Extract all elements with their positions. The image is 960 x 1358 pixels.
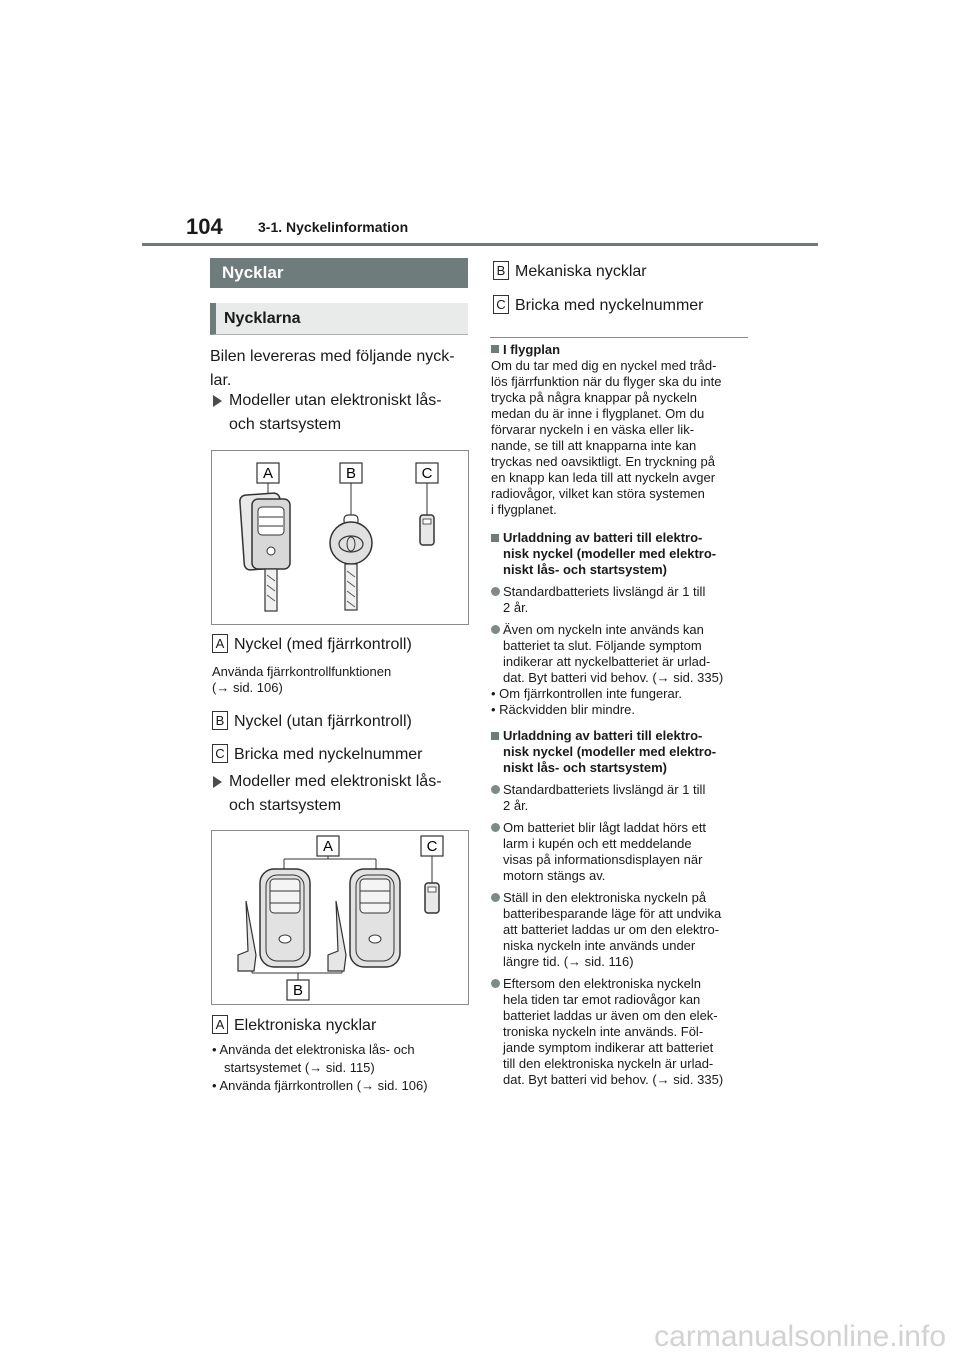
figure-smart-keys [211, 830, 469, 1005]
battery-2-saving-mode: Ställ in den elektroniska nyckeln på batteribesparande läge för att undvika att batteriet laddas ur om den elektro- niska nyckeln inte används under längre tid. (→ sid. 116) [491, 890, 753, 970]
triangle-bullet-icon [213, 776, 222, 788]
svg-text:B: B [345, 465, 357, 482]
label-a-badge: A [212, 634, 228, 653]
caption-a-key-remote: A Nyckel (med fjärrkontroll) [212, 634, 412, 655]
svg-text:C: C [421, 465, 433, 482]
battery-1-title: Urladdning av batteri till elektro- nisk nyckel (modeller med elektro- niskt lås- och startsystem) [491, 530, 753, 578]
fig2-label-c [421, 836, 443, 856]
circle-bullet-icon [491, 893, 500, 902]
battery-2-life: Standardbatteriets livslängd är 1 till 2 år. [491, 782, 753, 814]
section-airplane: I flygplan Om du tar med dig en nyckel med tråd- lös fjärrfunktion när du flyger ska du inte trycka på några knappar på nyckeln medan du är inne i flygplanet. Om du förvarar nyckeln i en väska eller lik- nande, se till att knapparna inte kan tryckas ned oavsiktligt. En tryckning på en knapp kan leda till att nyckeln avger radiovågor, vilket kan störa systemen i flygplanet. [491, 342, 753, 518]
battery-2-alarm: Om batteriet blir lågt laddat hörs ett larm i kupén och ett meddelande visas på informationsdisplayen när motorn stängs av. [491, 820, 753, 884]
label-c-badge: C [493, 295, 509, 314]
figure-keys-without-smart [211, 450, 469, 625]
bullet-models-without: Modeller utan elektroniskt lås- och startsystem [213, 389, 463, 437]
subheading-nycklarna: Nycklarna [210, 303, 468, 335]
battery-2-title: Urladdning av batteri till elektro- nisk nyckel (modeller med elektro- niskt lås- och startsystem) [491, 728, 753, 776]
intro-text: Bilen levereras med följande nyck- lar. [210, 348, 455, 389]
keys-illustration [212, 451, 468, 624]
svg-text:C: C [426, 838, 438, 855]
fig2-label-b [287, 980, 309, 1000]
square-bullet-icon [491, 534, 499, 542]
airplane-title: I flygplan [491, 342, 753, 358]
circle-bullet-icon [491, 823, 500, 832]
svg-text:A: A [262, 465, 274, 482]
section-title: 3-1. Nyckelinformation [258, 219, 409, 235]
label-b-badge: B [212, 711, 228, 730]
divider [490, 337, 748, 338]
battery-2-radio-waves: Eftersom den elektroniska nyckeln hela tiden tar emot radiovågor kan batteriet laddas ur även om den elek- troniska nyckeln inte används. Föl- jande symptom indikerar att batteriet till den elektroniska nyckeln är urlad- dat. Byt batteri vid behov. (→ sid. 335) [491, 976, 753, 1088]
circle-bullet-icon [491, 625, 500, 634]
caption-b-key-no-remote: B Nyckel (utan fjärrkontroll) [212, 711, 412, 732]
square-bullet-icon [491, 732, 499, 740]
circle-bullet-icon [491, 587, 500, 596]
battery-1-life: Standardbatteriets livslängd är 1 till 2 år. [491, 584, 753, 616]
bullet-models-with: Modeller med elektroniskt lås- och startsystem [213, 770, 463, 818]
note-remote-function: Använda fjärrkontrollfunktionen (→ sid. 106) [212, 664, 392, 695]
svg-text:A: A [322, 838, 334, 855]
caption-a-smart-keys: A Elektroniska nycklar [212, 1015, 376, 1036]
fig1-label-a [257, 463, 279, 483]
flip-key-illustration [239, 493, 290, 611]
header-rule [142, 243, 818, 246]
fig1-label-b [340, 463, 362, 483]
caption-c-number-tag-2: C Bricka med nyckelnummer [493, 295, 704, 316]
fig1-label-c [416, 463, 438, 483]
circle-bullet-icon [491, 785, 500, 794]
battery-1-symptoms: Även om nyckeln inte används kan batteriet ta slut. Följande symptom indikerar att nyckelbatteriet är urlad- dat. Byt batteri vid behov. (→ sid. 335) [491, 622, 753, 686]
heading-nycklar: Nycklar [210, 258, 468, 288]
page-number: 104 [186, 214, 223, 239]
section-battery-1: Urladdning av batteri till elektro- nisk nyckel (modeller med elektro- niskt lås- och startsystem) Standardbatteriets livslängd är 1 till 2 år. Även om nyckeln inte används kan batteriet ta slut. Följande symptom indikerar att nyckelbatteriet är urlad- dat. Byt batteri vid behov. (→ sid. 335) • Om fjärrkontrollen inte fungerar. • Räckvidden blir mindre. [491, 530, 753, 718]
notes-smart-keys: • Använda det elektroniska lås- och startsystemet (→ sid. 115) • Använda fjärrkontrollen (→ sid. 106) [212, 1042, 428, 1093]
watermark: carmanualsonline.info [654, 1320, 946, 1353]
caption-b-mechanical: B Mekaniska nycklar [493, 261, 647, 282]
label-b-badge: B [493, 261, 509, 280]
mechanical-key-illustration [330, 515, 372, 610]
label-c-badge: C [212, 744, 228, 763]
smart-keys-illustration [212, 831, 468, 1004]
svg-text:B: B [292, 982, 304, 999]
label-a-badge: A [212, 1015, 228, 1034]
square-bullet-icon [491, 345, 499, 353]
circle-bullet-icon [491, 979, 500, 988]
smart-key-2-illustration [328, 869, 400, 971]
number-tag-2-illustration [425, 883, 439, 913]
caption-c-number-tag: C Bricka med nyckelnummer [212, 744, 423, 765]
smart-key-1-illustration [238, 869, 310, 971]
triangle-bullet-icon [213, 395, 222, 407]
fig2-label-a [317, 836, 339, 856]
section-battery-2 [491, 728, 753, 1088]
number-tag-illustration [420, 515, 434, 545]
